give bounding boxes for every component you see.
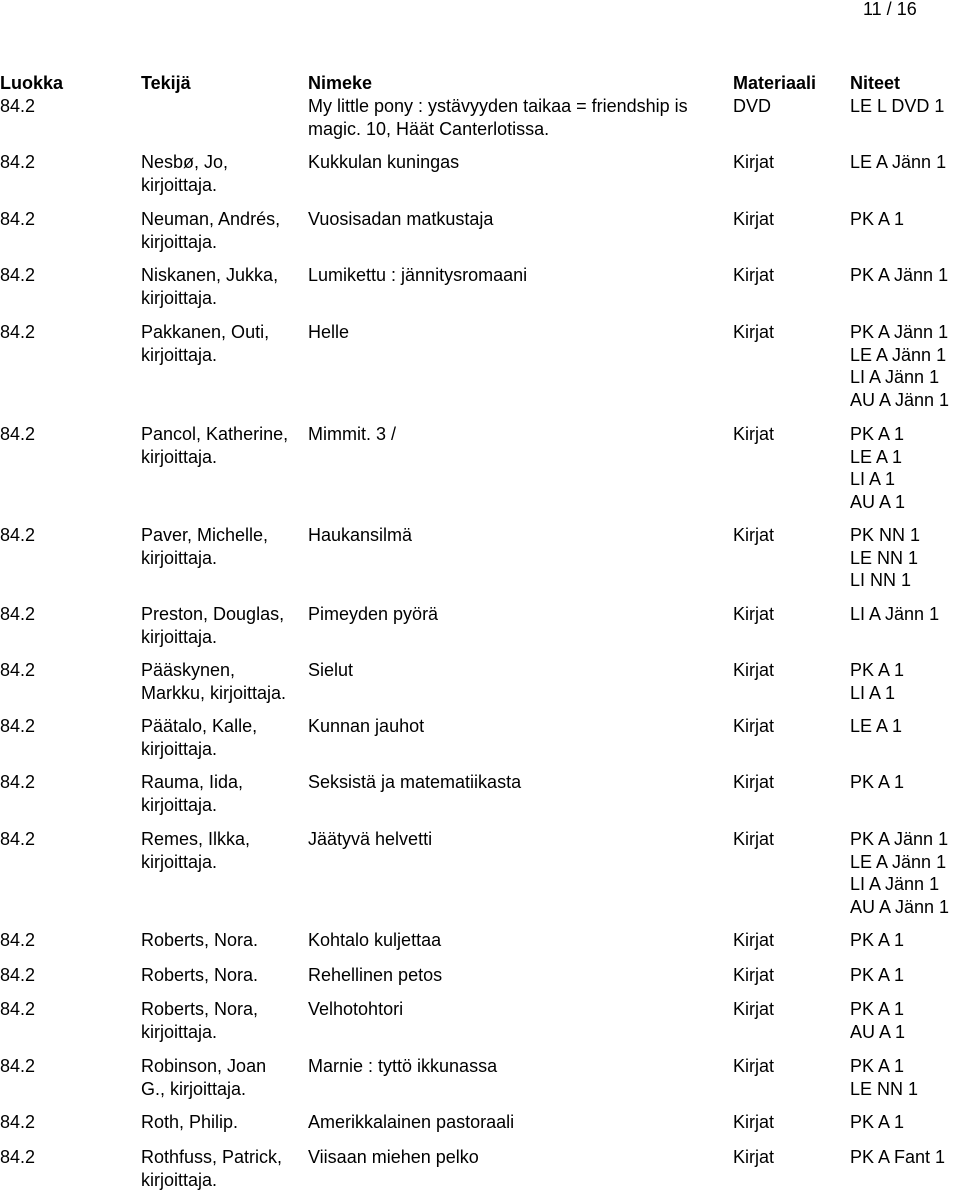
cell-nimeke-line: Jäätyvä helvetti [308, 829, 433, 849]
cell-tekija-line: kirjoittaja. [141, 174, 218, 195]
cell-materiaali: Kirjat [733, 322, 775, 342]
cell-tekija-line: Preston, Douglas, [141, 604, 285, 624]
cell-materiaali: Kirjat [733, 829, 775, 849]
cell-tekija [141, 964, 306, 987]
cell-nimeke [308, 423, 732, 446]
cell-nimeke [308, 771, 732, 794]
cell-niteet [850, 715, 902, 738]
cell-tekija-line: Pancol, Katherine, [141, 424, 289, 444]
cell-niteet [850, 603, 939, 626]
cell-materiaali: Kirjat [733, 424, 775, 444]
cell-materiaali: Kirjat [733, 209, 775, 229]
cell-nimeke [308, 264, 732, 287]
cell-niteet [850, 828, 949, 918]
cell-tekija [141, 659, 306, 704]
cell-niteet-line: PK A 1 [850, 999, 905, 1019]
cell-tekija [141, 929, 306, 952]
cell-niteet [850, 659, 904, 704]
cell-tekija [141, 828, 306, 873]
cell-nimeke-line: Sielut [308, 660, 354, 680]
cell-nimeke-line: Seksistä ja matematiikasta [308, 772, 522, 792]
cell-nimeke [308, 964, 732, 987]
cell-nimeke-line: Velhotohtori [308, 999, 404, 1019]
cell-nimeke [308, 715, 732, 738]
cell-materiaali: Kirjat [733, 152, 775, 172]
cell-tekija [141, 603, 306, 648]
cell-nimeke-line: Pimeyden pyörä [308, 604, 439, 624]
cell-luokka: 84.2 [0, 424, 36, 444]
cell-nimeke-line: Mimmit. 3 / [308, 424, 396, 444]
cell-niteet-line: AU A 1 [850, 491, 906, 512]
cell-niteet [850, 929, 904, 952]
cell-tekija-line: G., kirjoittaja. [141, 1078, 247, 1099]
cell-luokka: 84.2 [0, 660, 36, 680]
cell-tekija-line: Neuman, Andrés, [141, 209, 281, 229]
cell-nimeke-line: Amerikkalainen pastoraali [308, 1112, 515, 1132]
cell-tekija-line: kirjoittaja. [141, 738, 218, 759]
cell-tekija [141, 998, 306, 1043]
cell-niteet-line: LE A Jänn 1 [850, 152, 947, 172]
cell-materiaali: Kirjat [733, 525, 775, 545]
cell-niteet-line: PK A 1 [850, 965, 905, 985]
page-number: 11 / 16 [863, 0, 917, 19]
cell-tekija-line: Niskanen, Jukka, [141, 265, 279, 285]
cell-niteet [850, 151, 946, 174]
cell-luokka: 84.2 [0, 772, 36, 792]
cell-niteet [850, 1055, 918, 1100]
cell-materiaali: Kirjat [733, 930, 775, 950]
cell-niteet-line: LI A 1 [850, 469, 896, 490]
cell-tekija [141, 1055, 306, 1100]
cell-materiaali: Kirjat [733, 265, 775, 285]
cell-nimeke [308, 603, 732, 626]
header-materiaali: Materiaali [733, 73, 817, 93]
cell-niteet [850, 998, 905, 1043]
cell-luokka: 84.2 [0, 265, 36, 285]
header-niteet: Niteet [850, 73, 901, 93]
cell-tekija [141, 151, 306, 196]
cell-tekija-line: Markku, kirjoittaja. [141, 682, 287, 703]
cell-materiaali: Kirjat [733, 1112, 775, 1132]
cell-nimeke-line: Lumikettu : jännitysromaani [308, 265, 528, 285]
cell-nimeke-line: Kunnan jauhot [308, 716, 425, 736]
cell-niteet-line: LE NN 1 [850, 547, 919, 568]
cell-nimeke [308, 998, 732, 1021]
cell-tekija-line: kirjoittaja. [141, 851, 218, 872]
cell-niteet-line: LI A Jänn 1 [850, 367, 940, 388]
cell-nimeke [308, 321, 732, 344]
cell-luokka: 84.2 [0, 322, 36, 342]
cell-luokka: 84.2 [0, 930, 36, 950]
cell-niteet [850, 524, 920, 592]
cell-niteet-line: LE A 1 [850, 716, 903, 736]
cell-niteet [850, 1111, 904, 1134]
cell-nimeke-line: Viisaan miehen pelko [308, 1147, 479, 1167]
cell-nimeke-line: Kohtalo kuljettaa [308, 930, 442, 950]
cell-niteet-line: LE A Jänn 1 [850, 344, 947, 365]
cell-tekija [141, 771, 306, 816]
cell-materiaali: Kirjat [733, 772, 775, 792]
cell-tekija-line: Nesbø, Jo, [141, 152, 229, 172]
header-tekija: Tekijä [141, 73, 191, 93]
cell-tekija-line: Remes, Ilkka, [141, 829, 251, 849]
header-nimeke: Nimeke [308, 73, 373, 93]
cell-niteet [850, 771, 904, 794]
cell-niteet-line: LE NN 1 [850, 1078, 919, 1099]
cell-niteet-line: PK A 1 [850, 209, 905, 229]
cell-nimeke-line: Rehellinen petos [308, 965, 443, 985]
cell-nimeke [308, 524, 732, 547]
cell-tekija-line: Roberts, Nora. [141, 965, 259, 985]
cell-materiaali: Kirjat [733, 999, 775, 1019]
cell-niteet [850, 423, 905, 513]
cell-nimeke [308, 151, 732, 174]
cell-niteet-line: PK A 1 [850, 1112, 905, 1132]
cell-tekija [141, 1111, 306, 1134]
cell-nimeke [308, 1055, 732, 1078]
cell-nimeke [308, 208, 732, 231]
cell-niteet [850, 321, 949, 411]
cell-materiaali: Kirjat [733, 1056, 775, 1076]
cell-tekija-line: kirjoittaja. [141, 794, 218, 815]
cell-luokka: 84.2 [0, 209, 36, 229]
cell-tekija-line: Pääskynen, [141, 660, 236, 680]
cell-niteet-line: LE A Jänn 1 [850, 851, 947, 872]
cell-materiaali: Kirjat [733, 604, 775, 624]
cell-tekija [141, 423, 306, 468]
cell-nimeke-line: Vuosisadan matkustaja [308, 209, 494, 229]
cell-tekija-line: kirjoittaja. [141, 231, 218, 252]
cell-niteet-line: PK A Jänn 1 [850, 322, 949, 342]
cell-tekija-line: Roberts, Nora. [141, 930, 259, 950]
cell-luokka: 84.2 [0, 1056, 36, 1076]
cell-tekija-line: Paver, Michelle, [141, 525, 269, 545]
cell-tekija-line: Roth, Philip. [141, 1112, 239, 1132]
cell-luokka: 84.2 [0, 1112, 36, 1132]
cell-niteet-line: AU A Jänn 1 [850, 389, 950, 410]
cell-luokka: 84.2 [0, 96, 36, 116]
cell-luokka: 84.2 [0, 999, 36, 1019]
cell-niteet-line: LI A 1 [850, 682, 896, 703]
cell-luokka: 84.2 [0, 1147, 36, 1167]
cell-nimeke [308, 1146, 732, 1169]
cell-materiaali: Kirjat [733, 1147, 775, 1167]
cell-luokka: 84.2 [0, 152, 36, 172]
cell-tekija-line: kirjoittaja. [141, 1021, 218, 1042]
cell-niteet [850, 1146, 945, 1169]
cell-tekija-line: Rauma, Iida, [141, 772, 244, 792]
cell-niteet [850, 95, 944, 118]
cell-niteet-line: LI NN 1 [850, 570, 912, 591]
cell-tekija-line: kirjoittaja. [141, 446, 218, 467]
cell-nimeke-line: magic. 10, Häät Canterlotissa. [308, 118, 550, 139]
cell-niteet-line: LE L DVD 1 [850, 96, 945, 116]
cell-tekija-line: Roberts, Nora, [141, 999, 259, 1019]
cell-niteet-line: LE A 1 [850, 446, 903, 467]
cell-niteet-line: AU A Jänn 1 [850, 896, 950, 917]
cell-nimeke-line: Kukkulan kuningas [308, 152, 460, 172]
cell-niteet-line: LI A Jänn 1 [850, 604, 940, 624]
cell-nimeke-line: My little pony : ystävyyden taikaa = friendship is [308, 96, 688, 116]
cell-niteet-line: PK A 1 [850, 930, 905, 950]
cell-tekija-line: Robinson, Joan [141, 1056, 267, 1076]
cell-luokka: 84.2 [0, 716, 36, 736]
cell-luokka: 84.2 [0, 604, 36, 624]
cell-luokka: 84.2 [0, 965, 36, 985]
cell-tekija-line: kirjoittaja. [141, 547, 218, 568]
cell-nimeke [308, 1111, 732, 1134]
cell-tekija-line: kirjoittaja. [141, 1169, 218, 1190]
cell-nimeke-line: Haukansilmä [308, 525, 413, 545]
cell-tekija [141, 208, 306, 253]
cell-luokka: 84.2 [0, 829, 36, 849]
cell-nimeke-line: Marnie : tyttö ikkunassa [308, 1056, 498, 1076]
cell-niteet-line: PK A Jänn 1 [850, 829, 949, 849]
cell-niteet-line: PK A Jänn 1 [850, 265, 949, 285]
cell-niteet [850, 208, 904, 231]
cell-tekija [141, 321, 306, 366]
cell-tekija [141, 1146, 306, 1191]
cell-niteet-line: PK A 1 [850, 1056, 905, 1076]
cell-tekija [141, 264, 306, 309]
cell-niteet-line: PK NN 1 [850, 525, 921, 545]
cell-niteet [850, 264, 948, 287]
cell-tekija-line: Päätalo, Kalle, [141, 716, 258, 736]
cell-materiaali: Kirjat [733, 716, 775, 736]
cell-nimeke [308, 95, 732, 140]
cell-nimeke [308, 828, 732, 851]
cell-nimeke [308, 659, 732, 682]
cell-nimeke-line: Helle [308, 322, 350, 342]
cell-materiaali: Kirjat [733, 965, 775, 985]
cell-materiaali: DVD [733, 96, 772, 116]
cell-niteet-line: PK A Fant 1 [850, 1147, 946, 1167]
cell-niteet-line: LI A Jänn 1 [850, 874, 940, 895]
cell-niteet-line: AU A 1 [850, 1021, 906, 1042]
cell-tekija-line: Pakkanen, Outi, [141, 322, 270, 342]
cell-tekija [141, 715, 306, 760]
cell-niteet [850, 964, 904, 987]
cell-tekija-line: kirjoittaja. [141, 626, 218, 647]
cell-niteet-line: PK A 1 [850, 660, 905, 680]
cell-tekija-line: Rothfuss, Patrick, [141, 1147, 283, 1167]
cell-tekija-line: kirjoittaja. [141, 344, 218, 365]
cell-nimeke [308, 929, 732, 952]
cell-niteet-line: PK A 1 [850, 772, 905, 792]
cell-luokka: 84.2 [0, 525, 36, 545]
cell-niteet-line: PK A 1 [850, 424, 905, 444]
cell-tekija-line: kirjoittaja. [141, 287, 218, 308]
cell-materiaali: Kirjat [733, 660, 775, 680]
cell-tekija [141, 524, 306, 569]
header-luokka: Luokka [0, 73, 64, 93]
